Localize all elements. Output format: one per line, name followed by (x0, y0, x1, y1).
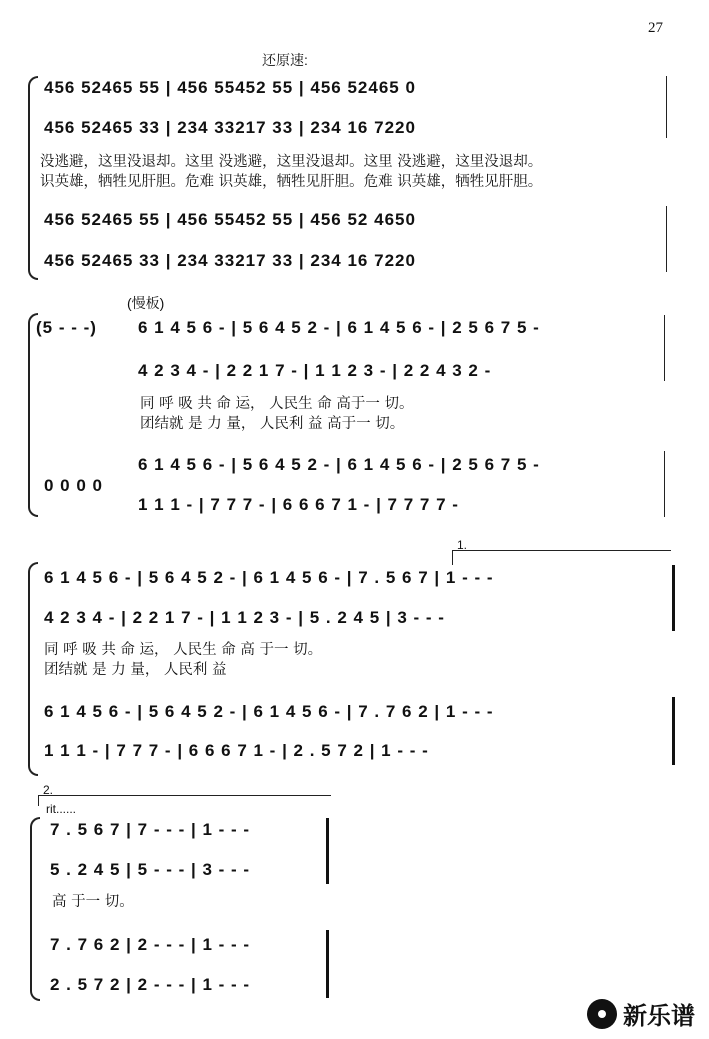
score-row: 7 . 7 6 2 | 2 - - - | 1 - - - (50, 935, 251, 954)
logo-text: 新乐谱 (623, 1002, 695, 1030)
score-row: 7 . 5 6 7 | 7 - - - | 1 - - - (50, 820, 251, 839)
system-bracket (28, 313, 38, 517)
final-barline (326, 818, 329, 884)
score-row: 1 1 1 - | 7 7 7 - | 6 6 6 7 1 - | 2 . 5 7 2 | 1 - - - (44, 741, 429, 760)
score-row: 5 . 2 4 5 | 5 - - - | 3 - - - (50, 860, 251, 879)
score-row: 4 2 3 4 - | 2 2 1 7 - | 1 1 2 3 - | 5 . 2 4 5 | 3 - - - (44, 608, 445, 627)
barline (666, 206, 667, 272)
record-disc-icon (587, 999, 617, 1029)
score-row: 456 52465 33 | 234 33217 33 | 234 16 7220 (44, 118, 416, 137)
score-row: 2 . 5 7 2 | 2 - - - | 1 - - - (50, 975, 251, 994)
final-barline (326, 930, 329, 998)
score-row: 1 1 1 - | 7 7 7 - | 6 6 6 7 1 - | 7 7 7 7 - (138, 495, 459, 514)
barline (664, 451, 665, 517)
volta-bracket-2 (38, 783, 331, 806)
system-bracket (28, 562, 38, 776)
tempo-marking: (慢板) (127, 295, 165, 311)
lyric-line: 同 呼 吸 共 命 运， 人民生 命 高于一 切。 (140, 396, 414, 412)
volta-label: 2. (43, 783, 54, 797)
repeat-barline (672, 565, 675, 631)
tempo-marking: 还原速: (262, 52, 308, 68)
lyric-line: 团结就 是 力 量， 人民利 益 高于一 切。 (140, 416, 405, 432)
volta-label: 1. (457, 538, 468, 552)
score-row: 456 52465 55 | 456 55452 55 | 456 52 4650 (44, 210, 416, 229)
volta-bracket-1 (452, 538, 671, 565)
score-row: 6 1 4 5 6 - | 5 6 4 5 2 - | 6 1 4 5 6 - | 2 5 6 7 5 - (138, 318, 540, 337)
rest-notes: 0 0 0 0 (44, 476, 103, 495)
score-row: 6 1 4 5 6 - | 5 6 4 5 2 - | 6 1 4 5 6 - | 7 . 7 6 2 | 1 - - - (44, 702, 494, 721)
lyric-line: 识英雄，牺牲见肝胆。危难 识英雄，牺牲见肝胆。危难 识英雄，牺牲见肝胆。 (40, 174, 543, 190)
lyric-line: 没逃避，这里没退却。这里 没逃避，这里没退却。这里 没逃避，这里没退却。 (40, 154, 543, 170)
site-logo (587, 996, 695, 1031)
system-bracket (30, 817, 40, 1001)
score-row: 456 52465 33 | 234 33217 33 | 234 16 7220 (44, 251, 416, 270)
lyric-line: 同 呼 吸 共 命 运， 人民生 命 高 于一 切。 (44, 642, 323, 658)
score-row: 4 2 3 4 - | 2 2 1 7 - | 1 1 2 3 - | 2 2 4 3 2 - (138, 361, 492, 380)
score-row: 456 52465 55 | 456 55452 55 | 456 52465 0 (44, 78, 416, 97)
system-bracket (28, 76, 38, 280)
score-row: 6 1 4 5 6 - | 5 6 4 5 2 - | 6 1 4 5 6 - | 2 5 6 7 5 - (138, 455, 540, 474)
barline (664, 315, 665, 381)
score-row: 6 1 4 5 6 - | 5 6 4 5 2 - | 6 1 4 5 6 - | 7 . 5 6 7 | 1 - - - (44, 568, 494, 587)
lyric-line: 团结就 是 力 量， 人民利 益 (44, 662, 227, 678)
intro-notes: (5 - - -) (36, 318, 97, 337)
lyric-line: 高 于一 切。 (52, 894, 134, 910)
repeat-barline (672, 697, 675, 765)
rit-marking: rit...... (46, 802, 76, 816)
barline (666, 76, 667, 138)
page-number: 27 (648, 20, 663, 36)
